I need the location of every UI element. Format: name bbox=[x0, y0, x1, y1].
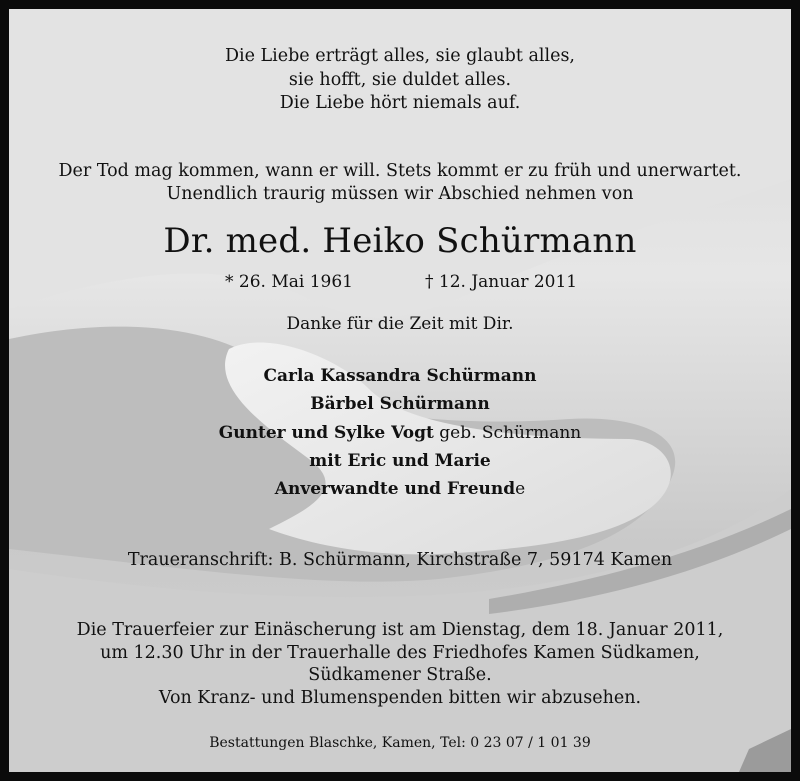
ceremony-line-2: um 12.30 Uhr in der Trauerhalle des Friedhofes Kamen Südkamen, bbox=[100, 643, 700, 663]
mourner-5 bbox=[9, 478, 791, 500]
mourner-4: mit Eric und Marie bbox=[309, 451, 491, 471]
mourner-3-name: Gunter und Sylke Vogt bbox=[218, 423, 434, 443]
birth-date: * 26. Mai 1961 bbox=[225, 272, 353, 292]
mourner-3-note: geb. Schürmann bbox=[433, 423, 582, 443]
ceremony-line-1: Die Trauerfeier zur Einäscherung ist am Dienstag, dem 18. Januar 2011, bbox=[76, 620, 724, 640]
death-date: † 12. Januar 2011 bbox=[425, 272, 578, 292]
verse-line-1: Die Liebe erträgt alles, sie glaubt alles, bbox=[224, 46, 575, 66]
ceremony-line-4: Von Kranz- und Blumenspenden bitten wir abzusehen. bbox=[158, 688, 642, 708]
mourner-1: Carla Kassandra Schürmann bbox=[263, 366, 537, 386]
ceremony-line-3: Südkamener Straße. bbox=[308, 665, 492, 685]
deceased-name: Dr. med. Heiko Schürmann bbox=[163, 221, 637, 261]
thanks-line: Danke für die Zeit mit Dir. bbox=[286, 314, 514, 334]
mourning-address: Traueranschrift: B. Schürmann, Kirchstraße 7, 59174 Kamen bbox=[127, 550, 673, 570]
notice-text bbox=[9, 9, 791, 772]
verse-line-2: sie hofft, sie duldet alles. bbox=[288, 70, 512, 90]
undertaker-line: Bestattungen Blaschke, Kamen, Tel: 0 23 07 / 1 01 39 bbox=[209, 735, 591, 751]
life-dates bbox=[9, 271, 791, 295]
intro-line-2: Unendlich traurig müssen wir Abschied nehmen von bbox=[166, 184, 634, 204]
mourner-3 bbox=[9, 422, 791, 444]
mourner-5-rest: e bbox=[515, 479, 526, 499]
mourner-2: Bärbel Schürmann bbox=[310, 394, 490, 414]
intro-line-1: Der Tod mag kommen, wann er will. Stets kommt er zu früh und unerwartet. bbox=[58, 161, 742, 181]
mourner-5-bold: Anverwandte und Freund bbox=[274, 479, 516, 499]
verse-line-3: Die Liebe hört niemals auf. bbox=[279, 93, 521, 113]
